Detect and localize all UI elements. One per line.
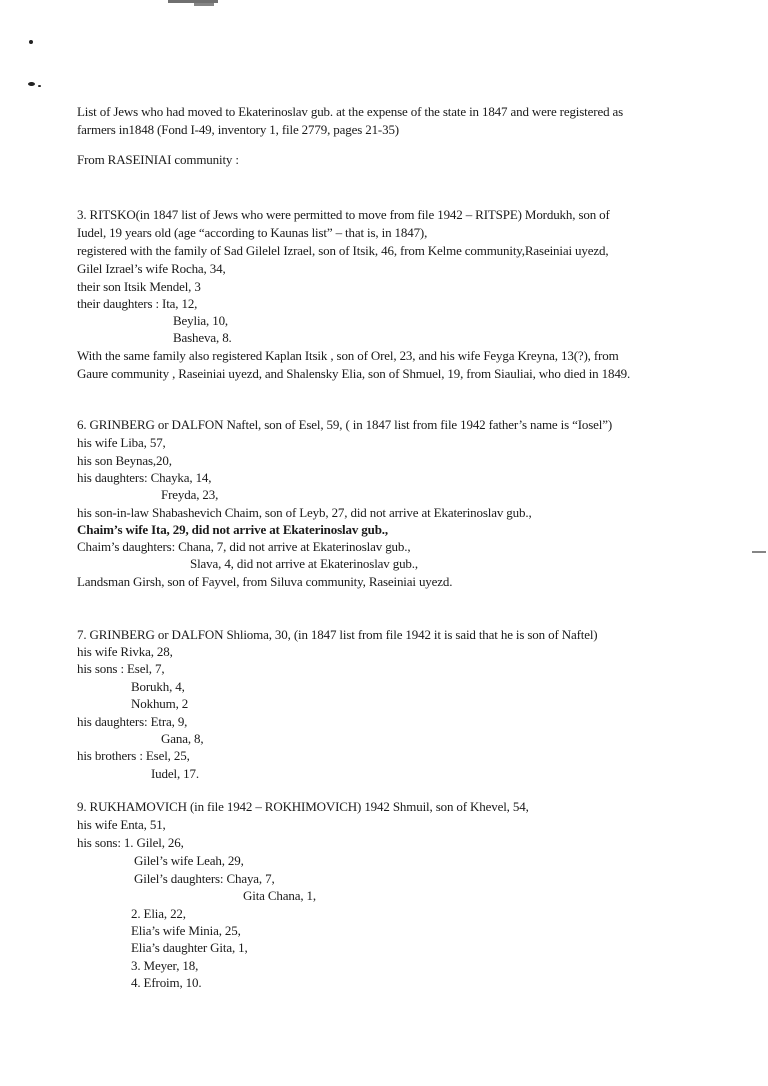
scan-speck-1 xyxy=(29,40,33,44)
entry-3-line-10: Gaure community , Raseiniai uyezd, and Shalensky Elia, son of Shmuel, 19, from Siauliai, who died in 1849. xyxy=(77,366,631,381)
entry-3-line-2: Iudel, 19 years old (age “according to Kaunas list” – that is, in 1847), xyxy=(77,225,428,240)
entry-7-line-5: Nokhum, 2 xyxy=(131,696,189,711)
entry-6-line-6: his son-in-law Shabashevich Chaim, son of Leyb, 27, did not arrive at Ekaterinoslav gub., xyxy=(77,505,532,520)
entry-6-line-1: 6. GRINBERG or DALFON Naftel, son of Esel, 59, ( in 1847 list from file 1942 father’s name is “Iosel”) xyxy=(77,417,613,432)
entry-6-line-5: Freyda, 23, xyxy=(161,487,219,502)
entry-7-line-7: Gana, 8, xyxy=(161,731,204,746)
entry-7-line-4: Borukh, 4, xyxy=(131,679,185,694)
entry-7-line-1: 7. GRINBERG or DALFON Shlioma, 30, (in 1847 list from file 1942 it is said that he is son of Naftel) xyxy=(77,627,598,642)
entry-6-line-8: Chaim’s daughters: Chana, 7, did not arrive at Ekaterinoslav gub., xyxy=(77,539,411,554)
entry-3-line-1: 3. RITSKO(in 1847 list of Jews who were permitted to move from file 1942 – RITSPE) Mordukh, son of xyxy=(77,207,610,222)
entry-3-line-9: With the same family also registered Kaplan Itsik , son of Orel, 23, and his wife Feyga Kreyna, 13(?), from xyxy=(77,348,619,363)
entry-6-line-2: his wife Liba, 57, xyxy=(77,435,166,450)
entry-9-line-8: Elia’s wife Minia, 25, xyxy=(131,923,241,938)
entry-9-line-6: Gita Chana, 1, xyxy=(243,888,316,903)
entry-6-line-3: his son Beynas,20, xyxy=(77,453,172,468)
intro-line-1: List of Jews who had moved to Ekaterinoslav gub. at the expense of the state in 1847 and were registered as xyxy=(77,104,624,119)
entry-7-line-3: his sons : Esel, 7, xyxy=(77,661,165,676)
entry-3-line-4: Gilel Izrael’s wife Rocha, 34, xyxy=(77,261,226,276)
entry-7-line-9: Iudel, 17. xyxy=(151,766,199,781)
entry-3-line-8: Basheva, 8. xyxy=(173,330,232,345)
entry-9-line-1: 9. RUKHAMOVICH (in file 1942 – ROKHIMOVICH) 1942 Shmuil, son of Khevel, 54, xyxy=(77,799,529,814)
entry-6-line-4: his daughters: Chayka, 14, xyxy=(77,470,212,485)
scan-artifact-top-2 xyxy=(194,3,214,6)
scan-artifact-right xyxy=(752,551,766,553)
entry-9-line-10: 3. Meyer, 18, xyxy=(131,958,199,973)
entry-9-line-11: 4. Efroim, 10. xyxy=(131,975,202,990)
entry-7-line-8: his brothers : Esel, 25, xyxy=(77,748,190,763)
entry-6-line-10: Landsman Girsh, son of Fayvel, from Siluva community, Raseiniai uyezd. xyxy=(77,574,453,589)
scan-speck-2 xyxy=(28,82,35,86)
entry-9-line-5: Gilel’s daughters: Chaya, 7, xyxy=(134,871,275,886)
entry-3-line-6: their daughters : Ita, 12, xyxy=(77,296,198,311)
community-heading: From RASEINIAI community : xyxy=(77,152,239,167)
scan-speck-3 xyxy=(38,85,41,87)
entry-9-line-3: his sons: 1. Gilel, 26, xyxy=(77,835,184,850)
entry-9-line-9: Elia’s daughter Gita, 1, xyxy=(131,940,248,955)
entry-6-line-7: Chaim’s wife Ita, 29, did not arrive at Ekaterinoslav gub., xyxy=(77,522,388,537)
entry-9-line-2: his wife Enta, 51, xyxy=(77,817,166,832)
intro-line-2: farmers in1848 (Fond I-49, inventory 1, file 2779, pages 21-35) xyxy=(77,122,399,137)
entry-3-line-7: Beylia, 10, xyxy=(173,313,229,328)
entry-7-line-2: his wife Rivka, 28, xyxy=(77,644,173,659)
entry-3-line-3: registered with the family of Sad Gilelel Izrael, son of Itsik, 46, from Kelme community,Raseiniai uyezd, xyxy=(77,243,609,258)
entry-9-line-4: Gilel’s wife Leah, 29, xyxy=(134,853,244,868)
entry-3-line-5: their son Itsik Mendel, 3 xyxy=(77,279,201,294)
entry-6-line-9: Slava, 4, did not arrive at Ekaterinoslav gub., xyxy=(190,556,418,571)
entry-7-line-6: his daughters: Etra, 9, xyxy=(77,714,188,729)
entry-9-line-7: 2. Elia, 22, xyxy=(131,906,186,921)
